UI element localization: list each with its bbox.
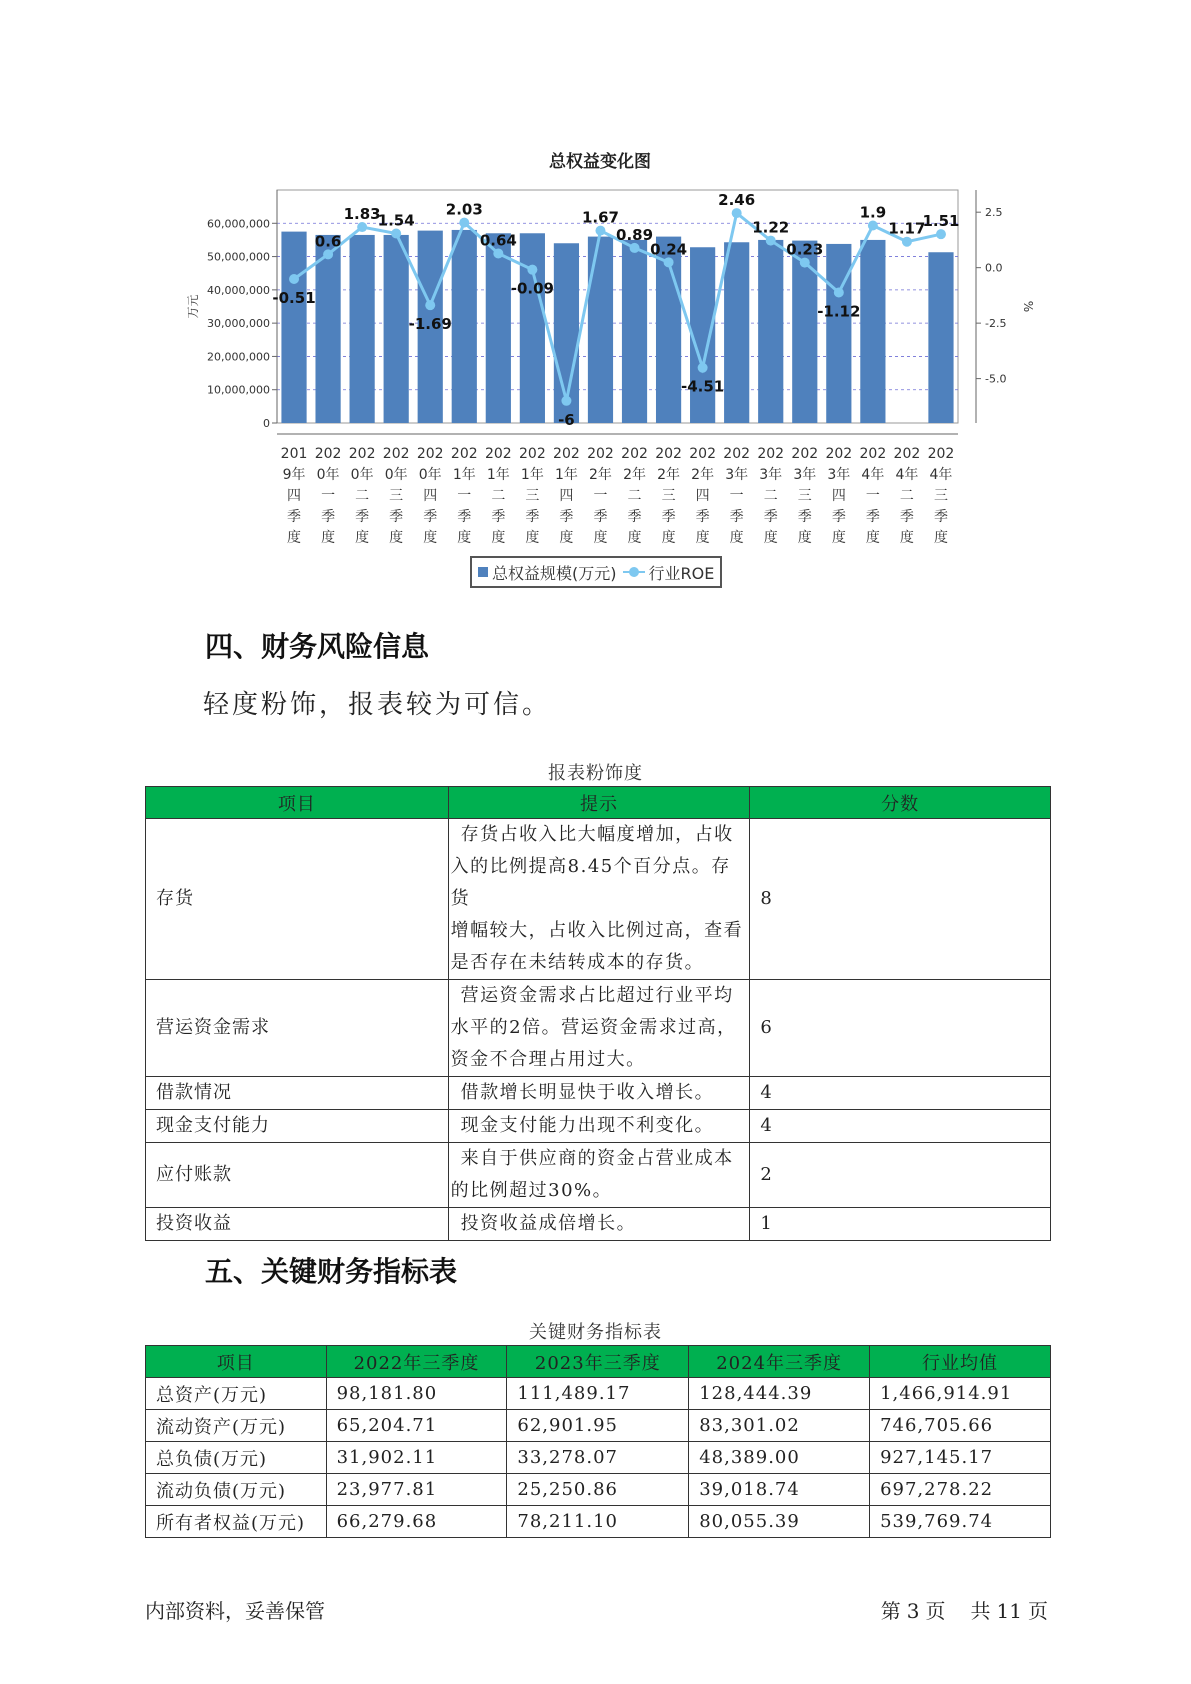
equity-bar bbox=[452, 230, 477, 423]
x-tick-label: 度 bbox=[865, 530, 880, 546]
x-tick-label: 季 bbox=[525, 509, 540, 525]
x-tick-label: 四 bbox=[695, 488, 710, 504]
equity-bar bbox=[928, 252, 953, 423]
equity-bar bbox=[384, 235, 409, 423]
kpi-table-caption: 关键财务指标表 bbox=[529, 1322, 662, 1343]
roe-data-label: -4.51 bbox=[681, 377, 725, 396]
x-tick-label: 1年 bbox=[452, 467, 476, 483]
roe-point bbox=[425, 300, 435, 310]
equity-chart-svg bbox=[0, 0, 1191, 600]
risk-hint-line: 水平的2倍。营运资金需求过高， bbox=[450, 1017, 737, 1038]
roe-data-label: -0.09 bbox=[510, 279, 554, 298]
y2-tick-label: -2.5 bbox=[985, 317, 1007, 331]
x-tick-label: 度 bbox=[763, 530, 778, 546]
equity-bar bbox=[281, 232, 306, 423]
y-tick-label: 30,000,000 bbox=[207, 317, 270, 331]
kpi-item-cell: 流动资产(万元) bbox=[146, 1410, 327, 1442]
kpi-value-cell: 746,705.66 bbox=[870, 1410, 1051, 1442]
risk-score-cell: 4 bbox=[750, 1110, 1051, 1143]
roe-data-label: 1.22 bbox=[752, 218, 790, 237]
x-tick-label: 度 bbox=[593, 530, 608, 546]
kpi-value-cell: 33,278.07 bbox=[507, 1442, 689, 1474]
x-tick-label: 1年 bbox=[486, 467, 510, 483]
x-tick-label: 201 bbox=[280, 446, 308, 462]
risk-table-row bbox=[146, 819, 1051, 980]
roe-point bbox=[527, 265, 537, 275]
x-tick-label: 度 bbox=[729, 530, 744, 546]
roe-point bbox=[561, 396, 571, 406]
x-tick-label: 202 bbox=[348, 446, 376, 462]
page-prefix: 第 bbox=[880, 1599, 901, 1623]
roe-data-label: 1.83 bbox=[343, 205, 381, 224]
equity-bar bbox=[826, 244, 851, 423]
risk-hint-line: 来自于供应商的资金占营业成本 bbox=[460, 1148, 734, 1169]
kpi-table-row bbox=[146, 1378, 1051, 1410]
x-tick-label: 二 bbox=[627, 488, 642, 504]
kpi-value-cell: 48,389.00 bbox=[689, 1442, 870, 1474]
kpi-value-cell: 25,250.86 bbox=[507, 1474, 689, 1506]
x-tick-label: 202 bbox=[314, 446, 342, 462]
roe-data-label: 0.64 bbox=[479, 231, 517, 250]
kpi-table-row bbox=[146, 1410, 1051, 1442]
risk-header-score: 分数 bbox=[750, 787, 1051, 819]
y-tick-label: 40,000,000 bbox=[207, 283, 270, 297]
x-tick-label: 一 bbox=[457, 488, 472, 504]
x-tick-label: 202 bbox=[553, 446, 580, 462]
equity-bar bbox=[315, 235, 340, 423]
kpi-value-cell: 31,902.11 bbox=[326, 1442, 507, 1474]
y-tick-label: 20,000,000 bbox=[207, 350, 270, 364]
x-tick-label: 4年 bbox=[895, 467, 919, 483]
x-tick-label: 202 bbox=[450, 446, 478, 462]
risk-table-row bbox=[146, 980, 1051, 1077]
risk-table bbox=[145, 786, 1051, 1241]
x-tick-label: 202 bbox=[791, 446, 819, 462]
roe-data-label: 1.9 bbox=[859, 203, 887, 222]
roe-data-label: 0.89 bbox=[616, 225, 654, 244]
risk-table-row bbox=[146, 1077, 1051, 1110]
x-tick-label: 202 bbox=[587, 446, 614, 462]
kpi-table-row bbox=[146, 1474, 1051, 1506]
x-tick-label: 202 bbox=[382, 446, 410, 462]
x-tick-label: 度 bbox=[491, 530, 506, 546]
y-tick-label: 0 bbox=[263, 417, 270, 430]
x-tick-label: 202 bbox=[655, 446, 682, 462]
kpi-table-header bbox=[146, 1346, 1051, 1378]
roe-point bbox=[493, 248, 503, 258]
roe-data-label: 1.67 bbox=[581, 208, 619, 227]
x-tick-label: 度 bbox=[933, 530, 948, 546]
equity-bar bbox=[486, 233, 511, 423]
x-tick-label: 度 bbox=[287, 530, 302, 546]
x-tick-label: 季 bbox=[423, 509, 438, 525]
x-tick-label: 季 bbox=[321, 509, 336, 525]
risk-item-cell: 现金支付能力 bbox=[146, 1110, 449, 1143]
roe-data-label: 1.54 bbox=[377, 211, 415, 230]
x-tick-label: 一 bbox=[729, 488, 744, 504]
roe-point bbox=[902, 237, 912, 247]
x-tick-label: 季 bbox=[593, 509, 608, 525]
kpi-value-cell: 1,466,914.91 bbox=[870, 1378, 1051, 1410]
x-tick-label: 度 bbox=[695, 530, 710, 546]
kpi-value-cell: 66,279.68 bbox=[326, 1506, 507, 1538]
x-tick-label: 季 bbox=[933, 509, 948, 525]
risk-item-cell: 应付账款 bbox=[146, 1143, 449, 1208]
risk-hint-line: 的比例超过30%。 bbox=[450, 1180, 613, 1201]
x-tick-label: 三 bbox=[389, 488, 404, 504]
kpi-table-row bbox=[146, 1442, 1051, 1474]
x-tick-label: 三 bbox=[661, 488, 676, 504]
x-tick-label: 202 bbox=[927, 446, 955, 462]
x-tick-label: 四 bbox=[287, 488, 302, 504]
x-tick-label: 度 bbox=[831, 530, 846, 546]
x-tick-label: 3年 bbox=[725, 467, 749, 483]
x-tick-label: 202 bbox=[621, 446, 648, 462]
equity-bar bbox=[792, 241, 817, 423]
roe-point bbox=[289, 274, 299, 284]
risk-hint-cell bbox=[448, 1143, 750, 1208]
x-tick-label: 一 bbox=[593, 488, 608, 504]
x-tick-label: 二 bbox=[899, 488, 914, 504]
x-tick-label: 一 bbox=[865, 488, 880, 504]
x-tick-label: 度 bbox=[899, 530, 914, 546]
x-tick-label: 季 bbox=[457, 509, 472, 525]
kpi-item-cell: 所有者权益(万元) bbox=[146, 1506, 327, 1538]
total-suffix: 页 bbox=[1028, 1599, 1048, 1623]
kpi-value-cell: 98,181.80 bbox=[326, 1378, 507, 1410]
kpi-item-cell: 流动负债(万元) bbox=[146, 1474, 327, 1506]
risk-header-item: 项目 bbox=[146, 787, 449, 819]
x-tick-label: 度 bbox=[797, 530, 812, 546]
roe-data-label: 0.24 bbox=[650, 240, 688, 259]
y-tick-label: 50,000,000 bbox=[207, 250, 270, 264]
risk-score-cell: 8 bbox=[750, 819, 1051, 980]
x-tick-label: 度 bbox=[423, 530, 438, 546]
x-tick-label: 二 bbox=[491, 488, 506, 504]
risk-hint-line: 营运资金需求占比超过行业平均 bbox=[460, 985, 734, 1006]
risk-hint-cell bbox=[448, 980, 750, 1077]
x-tick-label: 季 bbox=[355, 509, 370, 525]
kpi-value-cell: 539,769.74 bbox=[870, 1506, 1051, 1538]
roe-data-label: 1.17 bbox=[888, 219, 926, 238]
equity-bar bbox=[588, 237, 613, 423]
x-tick-label: 季 bbox=[491, 509, 506, 525]
roe-point bbox=[459, 218, 469, 228]
x-tick-label: 202 bbox=[689, 446, 716, 462]
risk-table-header bbox=[146, 787, 1051, 819]
kpi-header-cell: 2023年三季度 bbox=[507, 1346, 689, 1378]
x-tick-label: 2年 bbox=[691, 467, 715, 483]
kpi-value-cell: 65,204.71 bbox=[326, 1410, 507, 1442]
roe-data-label: 2.46 bbox=[718, 191, 756, 210]
x-tick-label: 三 bbox=[933, 488, 948, 504]
roe-point bbox=[323, 249, 333, 259]
kpi-value-cell: 927,145.17 bbox=[870, 1442, 1051, 1474]
kpi-value-cell: 697,278.22 bbox=[870, 1474, 1051, 1506]
kpi-value-cell: 111,489.17 bbox=[507, 1378, 689, 1410]
equity-bar bbox=[350, 235, 375, 423]
roe-data-label: -6 bbox=[558, 410, 575, 429]
x-tick-label: 0年 bbox=[316, 467, 340, 483]
kpi-header-cell: 2022年三季度 bbox=[326, 1346, 507, 1378]
x-tick-label: 季 bbox=[559, 509, 574, 525]
risk-item-cell: 借款情况 bbox=[146, 1077, 449, 1110]
x-tick-label: 9年 bbox=[282, 467, 306, 483]
x-tick-label: 季 bbox=[865, 509, 880, 525]
risk-score-cell: 4 bbox=[750, 1077, 1051, 1110]
risk-item-cell: 投资收益 bbox=[146, 1208, 449, 1241]
x-tick-label: 1年 bbox=[520, 467, 544, 483]
x-tick-label: 度 bbox=[355, 530, 370, 546]
x-tick-label: 0年 bbox=[418, 467, 442, 483]
x-tick-label: 度 bbox=[661, 530, 676, 546]
section5-heading: 五、关键财务指标表 bbox=[205, 1255, 458, 1288]
roe-point bbox=[766, 236, 776, 246]
risk-score-cell: 1 bbox=[750, 1208, 1051, 1241]
footer-confidential-note: 内部资料，妥善保管 bbox=[145, 1599, 325, 1623]
kpi-item-cell: 总负债(万元) bbox=[146, 1442, 327, 1474]
risk-hint-line: 现金支付能力出现不利变化。 bbox=[460, 1115, 715, 1136]
x-tick-label: 季 bbox=[627, 509, 642, 525]
x-tick-label: 202 bbox=[893, 446, 921, 462]
x-tick-label: 一 bbox=[321, 488, 336, 504]
x-tick-label: 0年 bbox=[350, 467, 374, 483]
x-tick-label: 四 bbox=[831, 488, 846, 504]
risk-hint-cell bbox=[448, 1077, 750, 1110]
x-tick-label: 202 bbox=[519, 446, 546, 462]
roe-data-label: -0.51 bbox=[272, 288, 316, 307]
roe-data-label: -1.12 bbox=[817, 302, 861, 321]
x-tick-label: 四 bbox=[559, 488, 574, 504]
kpi-value-cell: 23,977.81 bbox=[326, 1474, 507, 1506]
x-tick-label: 202 bbox=[484, 446, 512, 462]
x-tick-label: 季 bbox=[389, 509, 404, 525]
roe-point bbox=[630, 243, 640, 253]
risk-hint-line: 资金不合理占用过大。 bbox=[450, 1049, 646, 1070]
x-tick-label: 三 bbox=[525, 488, 540, 504]
x-tick-label: 2年 bbox=[657, 467, 681, 483]
chart-legend bbox=[470, 556, 722, 588]
kpi-table-row bbox=[146, 1506, 1051, 1538]
kpi-item-cell: 总资产(万元) bbox=[146, 1378, 327, 1410]
legend-bar-swatch bbox=[478, 567, 488, 577]
risk-score-cell: 6 bbox=[750, 980, 1051, 1077]
roe-point bbox=[868, 221, 878, 231]
kpi-value-cell: 62,901.95 bbox=[507, 1410, 689, 1442]
section4-summary: 轻度粉饰，报表较为可信。 bbox=[203, 690, 552, 720]
x-tick-label: 3年 bbox=[827, 467, 851, 483]
equity-chart bbox=[0, 0, 1191, 600]
x-tick-label: 度 bbox=[559, 530, 574, 546]
x-tick-label: 季 bbox=[763, 509, 778, 525]
y-tick-label: 60,000,000 bbox=[207, 217, 270, 231]
y2-tick-label: 2.5 bbox=[985, 206, 1003, 220]
x-tick-label: 2年 bbox=[589, 467, 612, 483]
x-tick-label: 2年 bbox=[623, 467, 646, 483]
x-tick-label: 四 bbox=[423, 488, 438, 504]
x-tick-label: 0年 bbox=[384, 467, 408, 483]
roe-data-label: 0.6 bbox=[314, 232, 342, 251]
equity-bar bbox=[622, 240, 647, 423]
x-tick-label: 季 bbox=[729, 509, 744, 525]
equity-bar bbox=[520, 233, 545, 423]
total-prefix: 共 bbox=[970, 1599, 991, 1623]
roe-data-label: 0.23 bbox=[786, 240, 824, 259]
x-tick-label: 三 bbox=[797, 488, 812, 504]
kpi-header-cell: 2024年三季度 bbox=[689, 1346, 870, 1378]
kpi-header-cell: 项目 bbox=[146, 1346, 327, 1378]
risk-table-row bbox=[146, 1143, 1051, 1208]
y-axis-title: 万元 bbox=[186, 294, 200, 319]
y2-axis-title: % bbox=[1021, 300, 1035, 313]
risk-item-cell: 营运资金需求 bbox=[146, 980, 449, 1077]
x-tick-label: 4年 bbox=[861, 467, 885, 483]
x-tick-label: 二 bbox=[355, 488, 370, 504]
x-tick-label: 202 bbox=[859, 446, 887, 462]
footer-page-info bbox=[878, 1595, 1051, 1624]
y2-tick-label: -5.0 bbox=[985, 372, 1007, 386]
x-tick-label: 202 bbox=[416, 446, 444, 462]
x-tick-label: 二 bbox=[763, 488, 778, 504]
kpi-value-cell: 78,211.10 bbox=[507, 1506, 689, 1538]
x-tick-label: 度 bbox=[457, 530, 472, 546]
legend-line-swatch bbox=[623, 567, 645, 577]
risk-table-row bbox=[146, 1110, 1051, 1143]
risk-table-row bbox=[146, 1208, 1051, 1241]
roe-point bbox=[800, 258, 810, 268]
roe-data-label: 1.51 bbox=[922, 212, 960, 231]
kpi-value-cell: 39,018.74 bbox=[689, 1474, 870, 1506]
risk-score-cell: 2 bbox=[750, 1143, 1051, 1208]
x-tick-label: 度 bbox=[389, 530, 404, 546]
x-tick-label: 度 bbox=[525, 530, 540, 546]
x-tick-label: 1年 bbox=[554, 467, 578, 483]
chart-title: 总权益变化图 bbox=[549, 152, 651, 172]
x-tick-label: 度 bbox=[321, 530, 336, 546]
equity-bar bbox=[758, 240, 783, 423]
kpi-header-cell: 行业均值 bbox=[870, 1346, 1051, 1378]
roe-point bbox=[732, 208, 742, 218]
risk-hint-line: 存货占收入比大幅度增加，占收 bbox=[460, 824, 734, 845]
roe-data-label: -1.69 bbox=[408, 315, 452, 334]
roe-point bbox=[834, 288, 844, 298]
total-pages: 11 bbox=[996, 1599, 1022, 1623]
x-tick-label: 季 bbox=[661, 509, 676, 525]
risk-hint-line: 是否存在未结转成本的存货。 bbox=[450, 952, 705, 973]
risk-hint-cell bbox=[448, 1208, 750, 1241]
x-tick-label: 季 bbox=[899, 509, 914, 525]
x-tick-label: 3年 bbox=[793, 467, 817, 483]
x-tick-label: 3年 bbox=[759, 467, 783, 483]
risk-item-cell: 存货 bbox=[146, 819, 449, 980]
x-tick-label: 202 bbox=[757, 446, 785, 462]
legend-item-roe: 行业ROE bbox=[648, 563, 715, 583]
roe-point bbox=[595, 226, 605, 236]
risk-hint-cell bbox=[448, 819, 750, 980]
y-tick-label: 10,000,000 bbox=[207, 383, 270, 397]
roe-point bbox=[391, 228, 401, 238]
equity-bar bbox=[724, 242, 749, 423]
roe-point bbox=[357, 222, 367, 232]
x-tick-label: 季 bbox=[695, 509, 710, 525]
page-suffix: 页 bbox=[925, 1599, 946, 1623]
risk-table-caption: 报表粉饰度 bbox=[548, 763, 643, 784]
equity-bar bbox=[860, 240, 885, 423]
equity-bar bbox=[690, 247, 715, 423]
x-tick-label: 202 bbox=[825, 446, 853, 462]
risk-hint-cell bbox=[448, 1110, 750, 1143]
kpi-value-cell: 80,055.39 bbox=[689, 1506, 870, 1538]
roe-point bbox=[936, 229, 946, 239]
kpi-table bbox=[145, 1345, 1051, 1538]
x-tick-label: 季 bbox=[797, 509, 812, 525]
page-number: 3 bbox=[906, 1599, 920, 1623]
risk-hint-line: 借款增长明显快于收入增长。 bbox=[460, 1082, 715, 1103]
kpi-value-cell: 128,444.39 bbox=[689, 1378, 870, 1410]
legend-item-equity: 总权益规模(万元) bbox=[492, 563, 617, 583]
x-tick-label: 度 bbox=[627, 530, 642, 546]
x-tick-label: 4年 bbox=[929, 467, 953, 483]
x-tick-label: 季 bbox=[287, 509, 302, 525]
x-tick-label: 季 bbox=[831, 509, 846, 525]
risk-hint-line: 入的比例提高8.45个百分点。存货 bbox=[450, 856, 731, 909]
kpi-value-cell: 83,301.02 bbox=[689, 1410, 870, 1442]
risk-hint-line: 增幅较大，占收入比例过高，查看 bbox=[450, 920, 744, 941]
risk-header-hint: 提示 bbox=[448, 787, 750, 819]
roe-data-label: 2.03 bbox=[445, 200, 483, 219]
risk-hint-line: 投资收益成倍增长。 bbox=[460, 1213, 637, 1234]
roe-point bbox=[664, 257, 674, 267]
x-tick-label: 202 bbox=[723, 446, 751, 462]
section4-heading: 四、财务风险信息 bbox=[205, 630, 430, 663]
y2-tick-label: 0.0 bbox=[985, 261, 1003, 275]
roe-point bbox=[698, 363, 708, 373]
